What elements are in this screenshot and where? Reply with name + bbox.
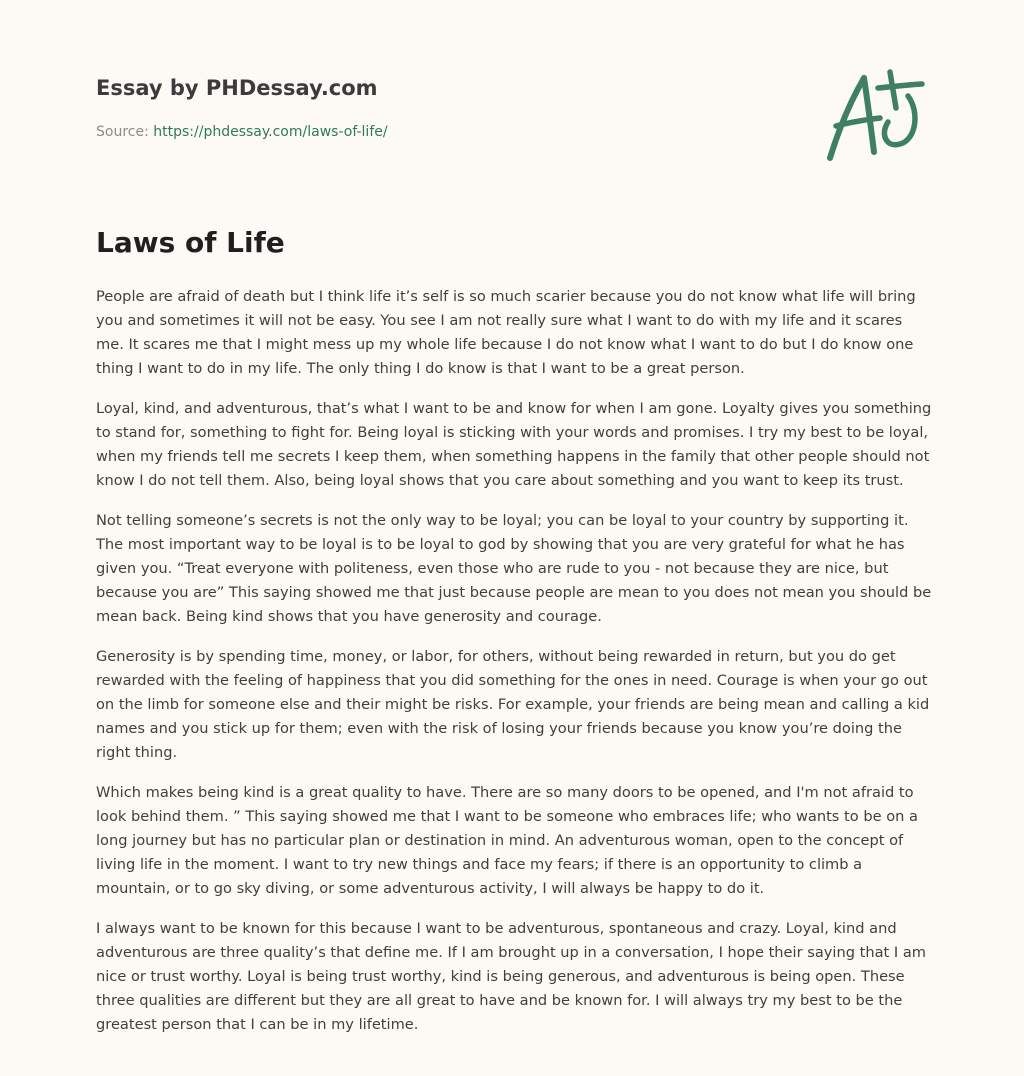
- essay-paragraph: Which makes being kind is a great quality to have. There are so many doors to be opened, and I'm not afraid to look behind them. ” This saying showed me that I want to be someone who embraces life; who wants to be on a long journey but has no particular plan or destination in mind. An adventurous woman, open to the concept of living life in the moment. I want to try new things and face my fears; if there is an opportunity to climb a mountain, or to go sky diving, or some adventurous activity, I will always be happy to do it.: [96, 784, 918, 897]
- site-brand: Essay by PHDessay.com: [96, 76, 378, 100]
- source-link[interactable]: https://phdessay.com/laws-of-life/: [153, 124, 388, 140]
- source-label: Source:: [96, 124, 154, 140]
- essay-title: Laws of Life: [96, 226, 285, 259]
- essay-paragraph: Not telling someone’s secrets is not the only way to be loyal; you can be loyal to your country by supporting it. The most important way to be loyal is to be loyal to god by showing that you are very grateful for what he has given you. “Treat everyone with politeness, even those who are rude to you - not because they are nice, but because you are” This saying showed me that just because people are mean to you does not mean you should be mean back. Being kind shows that you have generosity and courage.: [96, 512, 932, 625]
- a-plus-logo-icon: [824, 68, 926, 164]
- essay-body: [96, 285, 932, 1053]
- essay-paragraph: Generosity is by spending time, money, or labor, for others, without being rewarded in return, but you do get rewarded with the feeling of happiness that you did something for the ones in need. Courage is when your go out on the limb for someone else and their might be risks. For example, your friends are being mean and calling a kid names and you stick up for them; even with the risk of losing your friends because you know you’re doing the right thing.: [96, 648, 930, 761]
- essay-paragraph: Loyal, kind, and adventurous, that’s what I want to be and know for when I am gone. Loyalty gives you something to stand for, something to fight for. Being loyal is sticking with your words and promises. I try my best to be loyal, when my friends tell me secrets I keep them, when something happens in the family that other people should not know I do not tell them. Also, being loyal shows that you care about something and you want to keep its trust.: [96, 400, 932, 489]
- essay-paragraph: I always want to be known for this because I want to be adventurous, spontaneous and crazy. Loyal, kind and adventurous are three quality’s that define me. If I am brought up in a conversation, I hope their saying that I am nice or trust worthy. Loyal is being trust worthy, kind is being generous, and adventurous is being open. These three qualities are different but they are all great to have and be known for. I will always try my best to be the greatest person that I can be in my lifetime.: [96, 920, 926, 1033]
- source-line: [96, 124, 388, 140]
- essay-paragraph: People are afraid of death but I think life it’s self is so much scarier because you do not know what life will bring you and sometimes it will not be easy. You see I am not really sure what I want to do with my life and it scares me. It scares me that I might mess up my whole life because I do not know what I want to do but I do know one thing I want to do in my life. The only thing I do know is that I want to be a great person.: [96, 288, 916, 377]
